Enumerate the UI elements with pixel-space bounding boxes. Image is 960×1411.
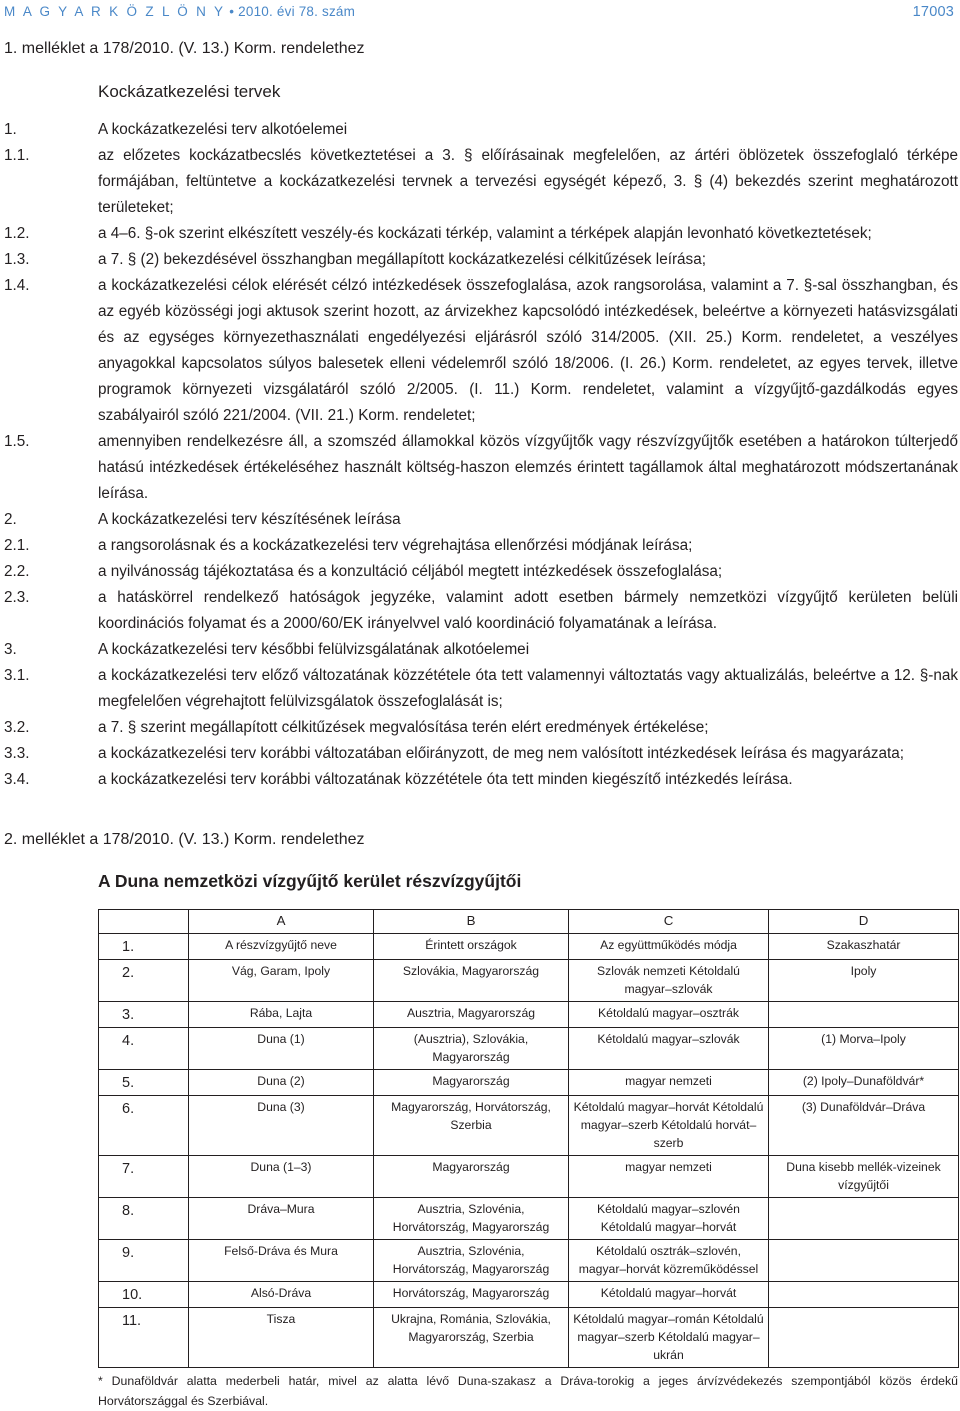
page-number: 17003 xyxy=(912,4,954,20)
countries-cell: Horvátország, Magyarország xyxy=(374,1282,569,1308)
subbasin-name-cell: Alsó-Dráva xyxy=(189,1282,374,1308)
countries-cell: Érintett országok xyxy=(374,934,569,960)
item-number: 1.3. xyxy=(4,251,30,268)
journal-title: M A G Y A R K Ö Z L Ö N Y xyxy=(4,4,226,19)
item-text: A kockázatkezelési terv alkotóelemei xyxy=(98,121,348,138)
item-number: 2. xyxy=(4,511,17,528)
subbasin-name-cell: A részvízgyűjtő neve xyxy=(189,934,374,960)
cooperation-cell: magyar nemzeti xyxy=(569,1156,769,1198)
item-text: A kockázatkezelési terv későbbi felülvizsgálatának alkotóelemei xyxy=(98,641,530,658)
item-number: 3.3. xyxy=(4,745,30,762)
section-boundary-cell: (1) Morva–Ipoly xyxy=(769,1028,959,1070)
item-number: 2.2. xyxy=(4,563,30,580)
subbasin-name-cell: Duna (1) xyxy=(189,1028,374,1070)
section-boundary-cell: Ipoly xyxy=(769,960,959,1002)
item-number: 1.2. xyxy=(4,225,30,242)
countries-cell: Ausztria, Szlovénia, Horvátország, Magyarország xyxy=(374,1240,569,1282)
annex2-title: A Duna nemzetközi vízgyűjtő kerület részvízgyűjtői xyxy=(98,871,522,891)
column-header: C xyxy=(569,910,769,934)
item-text: a hatáskörrel rendelkező hatóságok jegyzéke, valamint adott esetben bármely nemzetközi vízgyűjtő kerületen belüli koordinációs folyamat és a 2000/60/EK irányelvvel való koordináció folyamatának a leírása. xyxy=(98,589,958,632)
row-index: 8. xyxy=(99,1198,189,1240)
item-text: a kockázatkezelési terv korábbi változatának közzététele óta tett minden kiegészítő intézkedés leírása. xyxy=(98,771,793,788)
table-header-row xyxy=(99,910,959,934)
subbasin-name-cell: Duna (2) xyxy=(189,1070,374,1096)
journal-issue xyxy=(4,4,355,19)
section-boundary-cell xyxy=(769,1198,959,1240)
section-boundary-cell xyxy=(769,1002,959,1028)
section-boundary-cell xyxy=(769,1282,959,1308)
item-text: a 7. § (2) bekezdésével összhangban megállapított kockázatkezelési célkitűzések leírása; xyxy=(98,251,706,268)
section-boundary-cell xyxy=(769,1308,959,1368)
table-row xyxy=(99,1028,959,1070)
subbasin-name-cell: Rába, Lajta xyxy=(189,1002,374,1028)
annex2-heading: 2. melléklet a 178/2010. (V. 13.) Korm. rendelethez xyxy=(4,831,365,848)
item-text: az előzetes kockázatbecslés következtetései a 3. § előírásainak megfelelően, az ártéri öblözetek összefoglaló térképe formájában, feltüntetve a kockázatkezelési tervnek a tervezési egységét képező, 3. § (4) bekezdés szerint meghatározott területeket; xyxy=(98,147,958,216)
row-index: 5. xyxy=(99,1070,189,1096)
countries-cell: Ukrajna, Románia, Szlovákia, Magyarország, Szerbia xyxy=(374,1308,569,1368)
item-number: 1. xyxy=(4,121,17,138)
item-number: 1.4. xyxy=(4,277,30,294)
item-text: amennyiben rendelkezésre áll, a szomszéd államokkal közös vízgyűjtők vagy részvízgyűjtők esetében a határokon túlterjedő hatású intézkedések értékeléséhez használt költség-haszon elemzés érintett tagállamok által meghatározott módszertanának leírása. xyxy=(98,433,958,502)
subbasin-name-cell: Duna (3) xyxy=(189,1096,374,1156)
subbasin-name-cell: Tisza xyxy=(189,1308,374,1368)
countries-cell: (Ausztria), Szlovákia, Magyarország xyxy=(374,1028,569,1070)
countries-cell: Magyarország, Horvátország, Szerbia xyxy=(374,1096,569,1156)
row-index: 7. xyxy=(99,1156,189,1198)
table-row xyxy=(99,1282,959,1308)
section-boundary-cell xyxy=(769,1240,959,1282)
countries-cell: Magyarország xyxy=(374,1070,569,1096)
cooperation-cell: Kétoldalú magyar–szlovén Kétoldalú magyar–horvát xyxy=(569,1198,769,1240)
subbasin-name-cell: Felső-Dráva és Mura xyxy=(189,1240,374,1282)
row-index: 3. xyxy=(99,1002,189,1028)
table-row xyxy=(99,1002,959,1028)
item-text: a nyilvánosság tájékoztatása és a konzultáció céljából megtett intézkedések összefoglalása; xyxy=(98,563,723,580)
annex1-heading: 1. melléklet a 178/2010. (V. 13.) Korm. rendelethez xyxy=(4,40,365,57)
countries-cell: Szlovákia, Magyarország xyxy=(374,960,569,1002)
subbasin-table xyxy=(98,909,959,1368)
item-text: a 4–6. §-ok szerint elkészített veszély-és kockázati térkép, valamint a térképek alapján levonható következtetések; xyxy=(98,225,872,242)
item-number: 3. xyxy=(4,641,17,658)
table-row xyxy=(99,1070,959,1096)
section-boundary-cell: Duna kisebb mellék-vizeinek vízgyűjtői xyxy=(769,1156,959,1198)
cooperation-cell: Kétoldalú magyar–szlovák xyxy=(569,1028,769,1070)
table-row xyxy=(99,1198,959,1240)
item-number: 1.5. xyxy=(4,433,30,450)
row-index: 10. xyxy=(99,1282,189,1308)
item-number: 3.1. xyxy=(4,667,30,684)
subbasin-name-cell: Duna (1–3) xyxy=(189,1156,374,1198)
item-text: a kockázatkezelési terv korábbi változatában előirányzott, de meg nem valósított intézkedések leírása és magyarázata; xyxy=(98,745,905,762)
cooperation-cell: Kétoldalú magyar–osztrák xyxy=(569,1002,769,1028)
cooperation-cell: Kétoldalú osztrák–szlovén, magyar–horvát közreműködéssel xyxy=(569,1240,769,1282)
row-index: 9. xyxy=(99,1240,189,1282)
section-boundary-cell: (2) Ipoly–Dunaföldvár* xyxy=(769,1070,959,1096)
annex1-title: Kockázatkezelési tervek xyxy=(98,82,281,101)
countries-cell: Ausztria, Magyarország xyxy=(374,1002,569,1028)
countries-cell: Magyarország xyxy=(374,1156,569,1198)
item-text: a kockázatkezelési célok elérését célzó intézkedések összefoglalása, azok rangsorolása, valamint a 7. §-sal összhangban, és az egyéb közösségi jogi aktusok szerint hozott, az árvizekhez kapcsolódó intézkedések, beleértve a környezeti hatásvizsgálati és az egységes környezethasználati engedélyezési eljárásról szóló 314/2005. (XII. 25.) Korm. rendeletet, a veszélyes anyagokkal kapcsolatos súlyos balesetek elleni védelemről szóló 18/2006. (I. 26.) Korm. rendeletet, az egyes tervek, illetve programok környezeti vizsgálatáról szóló 2/2005. (I. 11.) Korm. rendeletet, valamint a vízgyűjtő-gazdálkodás egyes szabályairól szóló 221/2004. (VII. 21.) Korm. rendeletet; xyxy=(98,277,958,424)
cooperation-cell: magyar nemzeti xyxy=(569,1070,769,1096)
table-row xyxy=(99,934,959,960)
column-header: D xyxy=(769,910,959,934)
table-row xyxy=(99,1156,959,1198)
column-header: B xyxy=(374,910,569,934)
row-index: 1. xyxy=(99,934,189,960)
issue-label: 2010. évi 78. szám xyxy=(238,4,356,19)
running-head xyxy=(0,4,956,24)
table-corner-cell xyxy=(99,910,189,934)
row-index: 4. xyxy=(99,1028,189,1070)
countries-cell: Ausztria, Szlovénia, Horvátország, Magyarország xyxy=(374,1198,569,1240)
table-row xyxy=(99,1096,959,1156)
item-number: 1.1. xyxy=(4,147,30,164)
section-boundary-cell: Szakaszhatár xyxy=(769,934,959,960)
table-row xyxy=(99,1308,959,1368)
table-row xyxy=(99,960,959,1002)
item-number: 3.2. xyxy=(4,719,30,736)
row-index: 11. xyxy=(99,1308,189,1368)
cooperation-cell: Kétoldalú magyar–horvát xyxy=(569,1282,769,1308)
cooperation-cell: Az együttműködés módja xyxy=(569,934,769,960)
table-footnote: * Dunaföldvár alatta mederbeli határ, mivel az alatta lévő Duna-szakasz a Dráva-torokig a jeges árvízvédekezés szempontjából közös érdekű Horvátországgal és Szerbiával. xyxy=(98,1374,958,1408)
item-number: 2.1. xyxy=(4,537,30,554)
section-boundary-cell: (3) Dunaföldvár–Dráva xyxy=(769,1096,959,1156)
item-text: a 7. § szerint megállapított célkitűzések megvalósítása terén elért eredmények értékelése; xyxy=(98,719,709,736)
item-text: a rangsorolásnak és a kockázatkezelési terv végrehajtása ellenőrzési módjának leírása; xyxy=(98,537,693,554)
row-index: 6. xyxy=(99,1096,189,1156)
subbasin-name-cell: Dráva–Mura xyxy=(189,1198,374,1240)
item-number: 2.3. xyxy=(4,589,30,606)
item-number: 3.4. xyxy=(4,771,30,788)
subbasin-name-cell: Vág, Garam, Ipoly xyxy=(189,960,374,1002)
table-row xyxy=(99,1240,959,1282)
header-separator: • xyxy=(229,4,235,19)
cooperation-cell: Kétoldalú magyar–horvát Kétoldalú magyar–szerb Kétoldalú horvát–szerb xyxy=(569,1096,769,1156)
column-header: A xyxy=(189,910,374,934)
item-text: A kockázatkezelési terv készítésének leírása xyxy=(98,511,401,528)
item-text: a kockázatkezelési terv előző változatának közzététele óta tett valamennyi változtatás vagy aktualizálás, beleértve a 12. §-nak megfelelően végrehajtott felülvizsgálatok összefoglalását is; xyxy=(98,667,958,710)
row-index: 2. xyxy=(99,960,189,1002)
cooperation-cell: Kétoldalú magyar–román Kétoldalú magyar–szerb Kétoldalú magyar–ukrán xyxy=(569,1308,769,1368)
cooperation-cell: Szlovák nemzeti Kétoldalú magyar–szlovák xyxy=(569,960,769,1002)
